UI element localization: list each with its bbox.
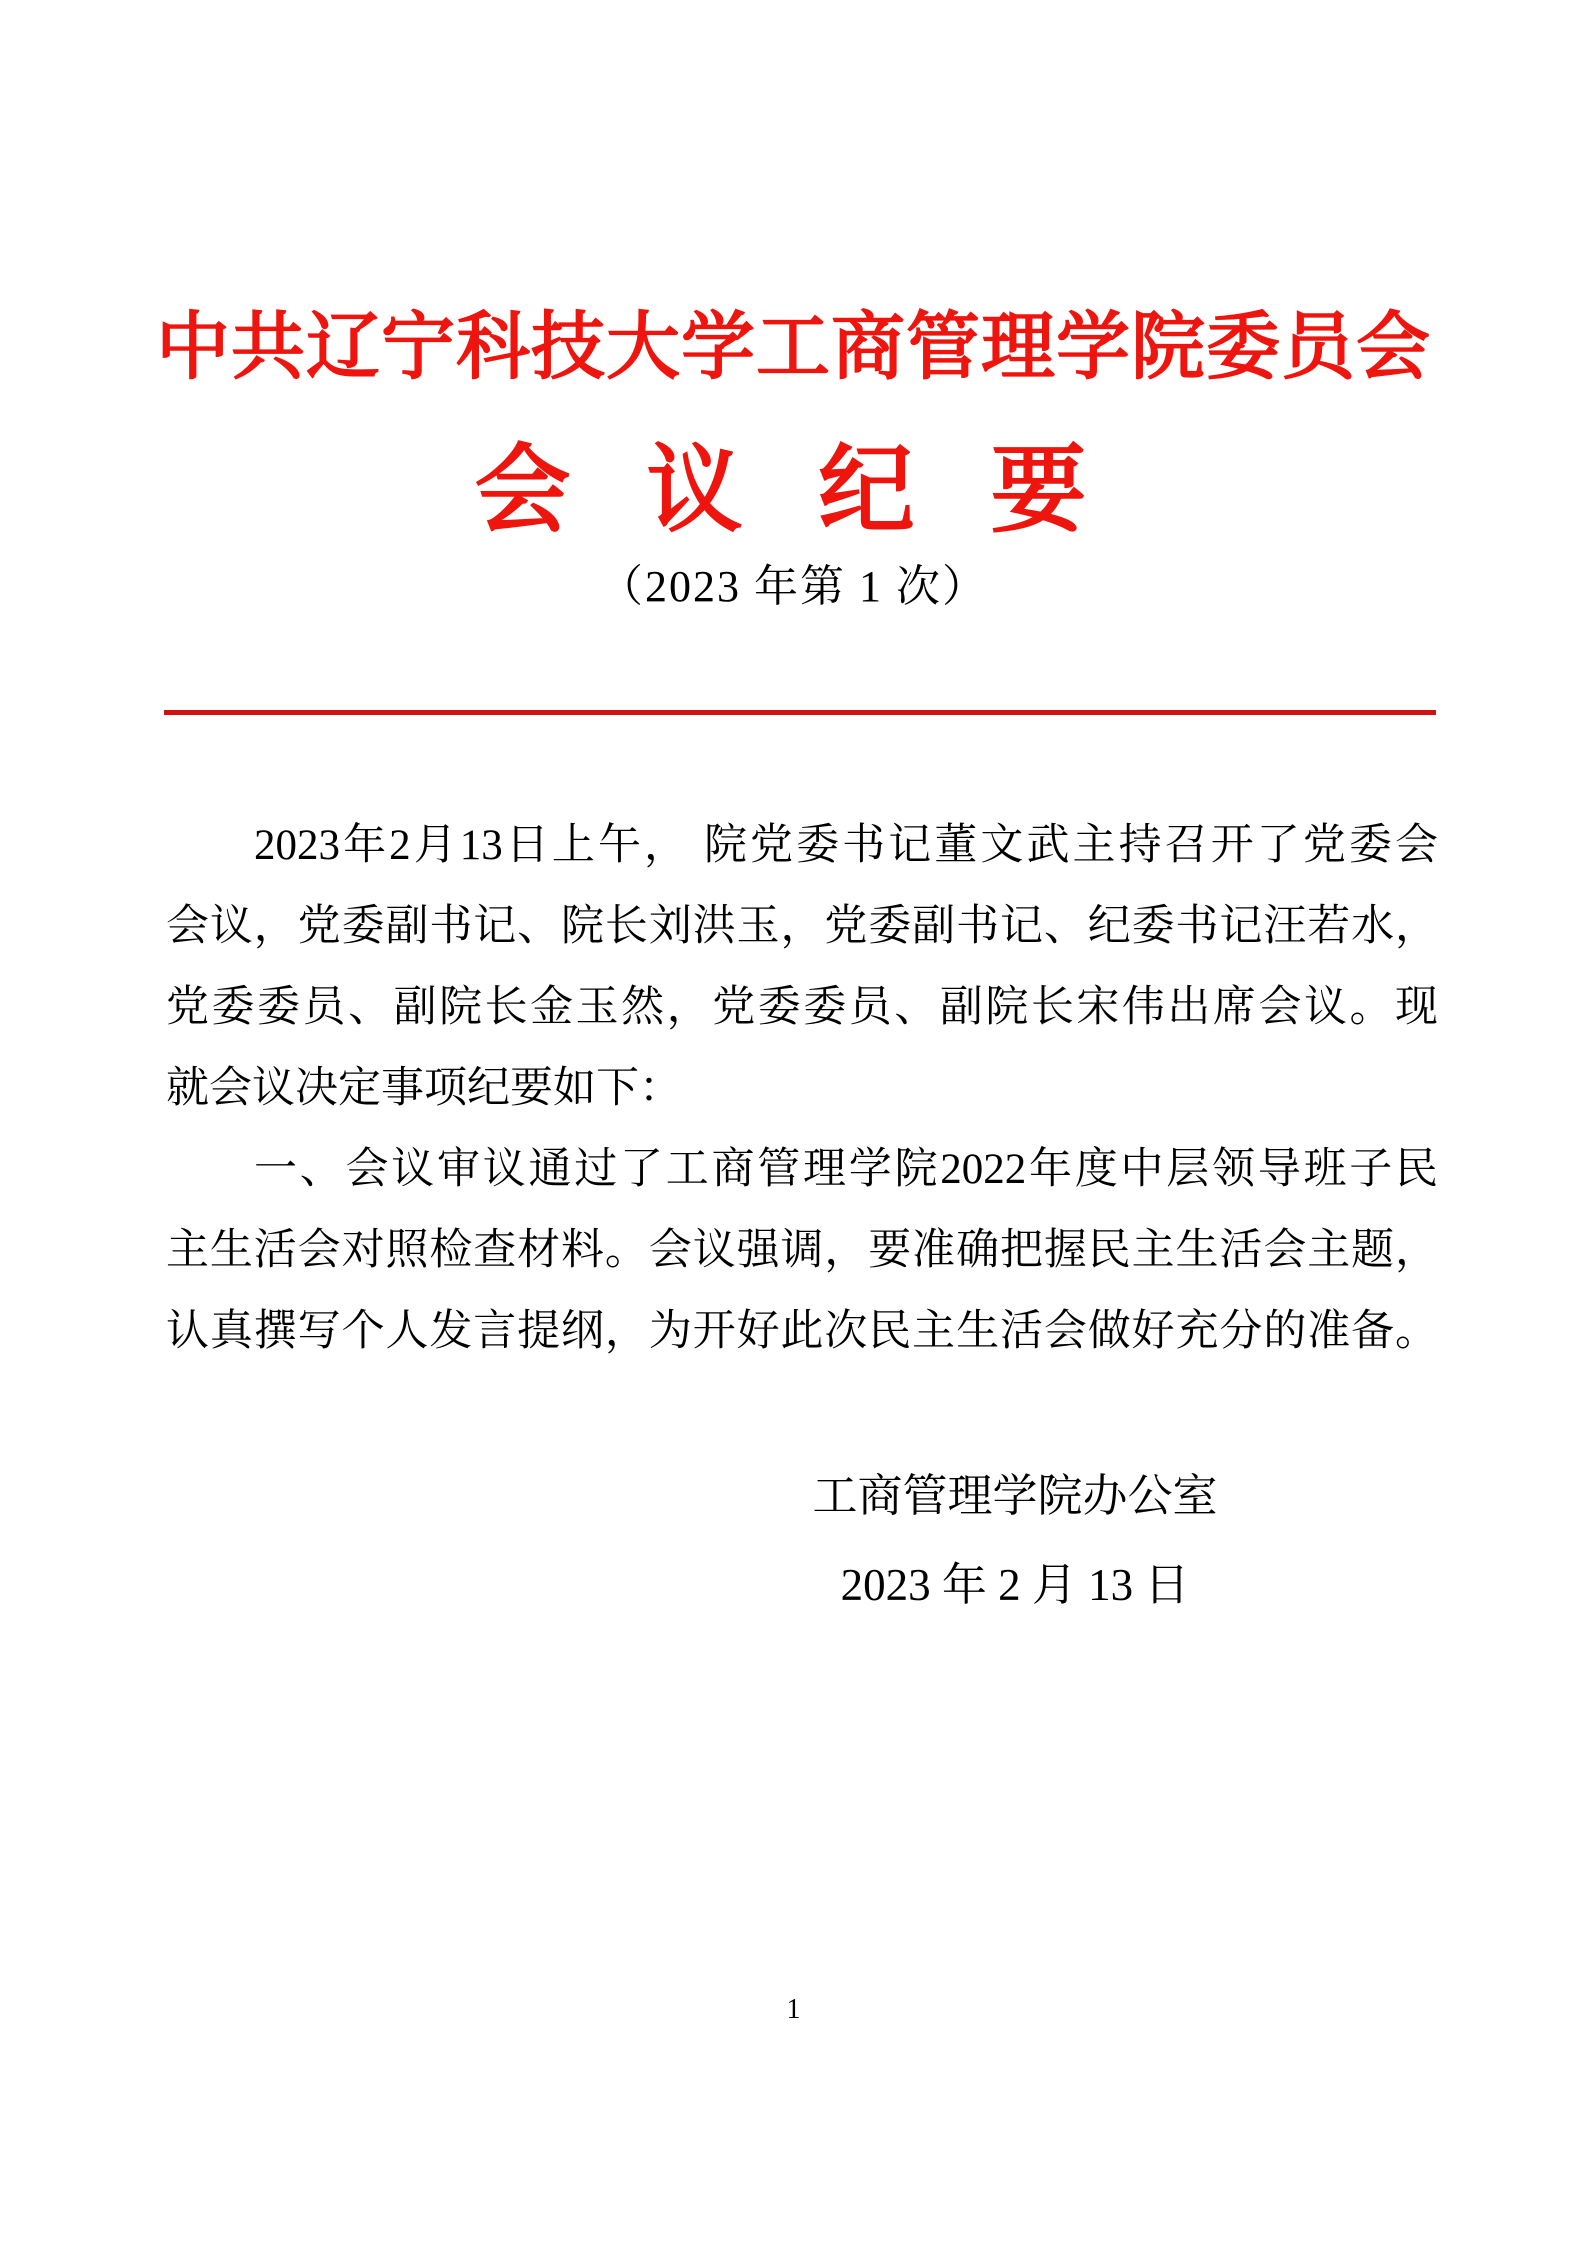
document-subtitle: 会 议 纪 要 xyxy=(474,437,1113,544)
body-line-2: 会议，党委副书记、院长刘洪玉，党委副书记、纪委书记汪若水， xyxy=(166,903,1438,950)
body-line-7: 认真撰写个人发言提纲，为开好此次民主生活会做好充分的准备。 xyxy=(166,1308,1438,1355)
session-number-line: （2023 年第 1 次） xyxy=(599,562,988,611)
signature-date: 2023 年 2 月 13 日 xyxy=(840,1560,1190,1610)
body-line-4: 就会议决定事项纪要如下： xyxy=(166,1065,682,1112)
signature-office: 工商管理学院办公室 xyxy=(812,1471,1218,1521)
body-line-1: 2023年2月13日上午， 院党委书记董文武主持召开了党委会 xyxy=(254,822,1438,869)
signature-block xyxy=(800,1452,1230,1630)
document-body xyxy=(166,805,1438,1372)
page-number: 1 xyxy=(786,1994,801,2025)
document-title: 中共辽宁科技大学工商管理学院委员会 xyxy=(156,305,1431,388)
red-divider-line xyxy=(164,710,1436,715)
body-line-6: 主生活会对照检查材料。会议强调，要准确把握民主生活会主题， xyxy=(166,1227,1438,1274)
body-line-5: 一、会议审议通过了工商管理学院2022年度中层领导班子民 xyxy=(254,1146,1438,1193)
body-line-3: 党委委员、副院长金玉然，党委委员、副院长宋伟出席会议。现 xyxy=(166,984,1438,1031)
